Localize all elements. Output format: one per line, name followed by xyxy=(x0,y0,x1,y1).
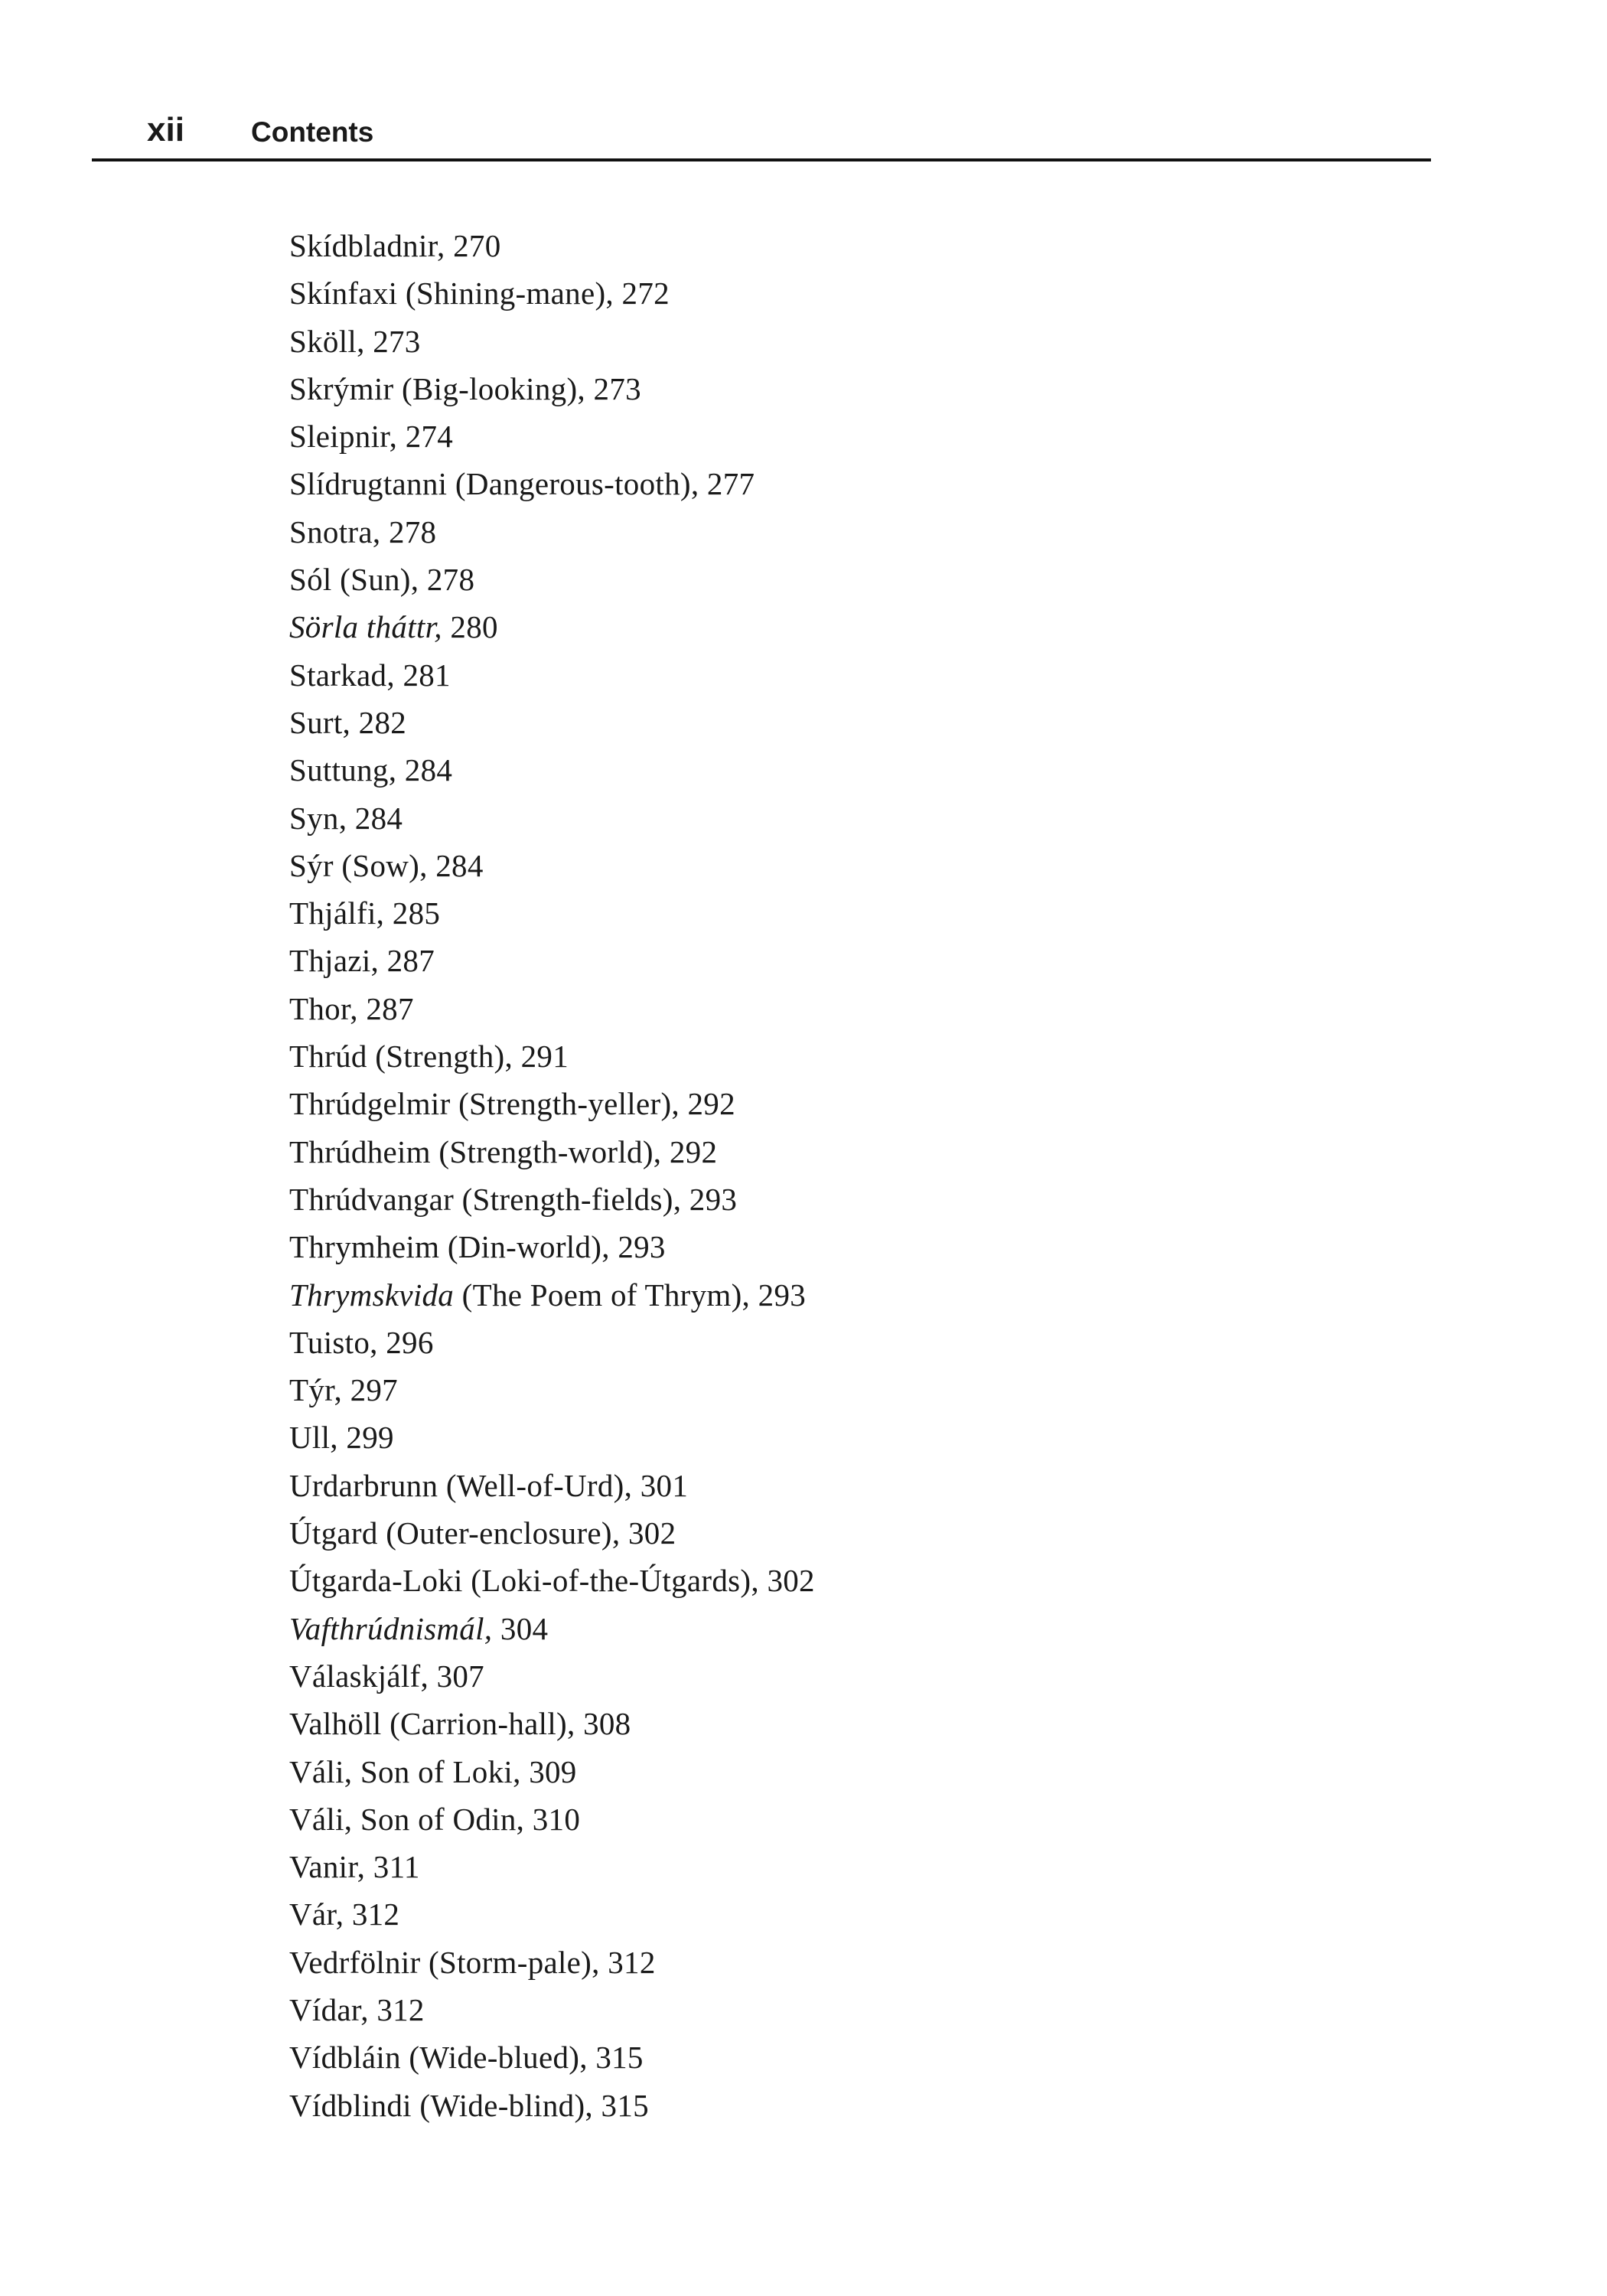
entry-title: Surt xyxy=(289,704,343,740)
entry-page-ref: , 284 xyxy=(388,752,453,788)
contents-entry xyxy=(289,1890,815,1938)
entry-title: Vídblindi (Wide-blind) xyxy=(289,2087,585,2123)
entry-title: Thjálfi xyxy=(289,895,376,931)
entry-page-ref: , 291 xyxy=(504,1039,569,1075)
contents-entry xyxy=(289,1700,815,1747)
contents-entry xyxy=(289,651,815,699)
entry-title: Sörla tháttr, xyxy=(289,609,442,645)
entry-title: Ull xyxy=(289,1420,331,1456)
entry-page-ref: , 312 xyxy=(360,1991,425,2027)
contents-entry xyxy=(289,842,815,889)
contents-entry xyxy=(289,222,815,269)
entry-page-ref: , 315 xyxy=(579,2040,644,2076)
entry-title: Skrýmir (Big-looking) xyxy=(289,370,578,406)
contents-entry xyxy=(289,1557,815,1604)
contents-entry xyxy=(289,1366,815,1414)
entry-page-ref: , 301 xyxy=(624,1467,689,1503)
entry-page-ref: (The Poem of Thrym), 293 xyxy=(454,1277,807,1313)
entry-title: Váli, Son of Loki xyxy=(289,1753,513,1789)
contents-entry xyxy=(289,556,815,603)
contents-entry xyxy=(289,1128,815,1176)
entry-title: Syn xyxy=(289,800,339,836)
entry-page-ref: , 284 xyxy=(338,800,403,836)
entry-title: Slídrugtanni (Dangerous-tooth) xyxy=(289,466,691,502)
entry-title: Vafthrúdnismál, xyxy=(289,1610,493,1646)
entry-page-ref: , 287 xyxy=(350,990,414,1026)
entry-page-ref: , 308 xyxy=(566,1706,631,1742)
entry-title: Váli, Son of Odin xyxy=(289,1801,517,1837)
entry-page-ref: , 272 xyxy=(605,276,670,311)
contents-entry xyxy=(289,1795,815,1843)
contents-entry xyxy=(289,1223,815,1270)
entry-page-ref: , 278 xyxy=(372,514,437,550)
entry-page-ref: , 270 xyxy=(437,228,501,263)
entry-title: Sýr (Sow) xyxy=(289,847,420,883)
contents-entry xyxy=(289,746,815,794)
entry-page-ref: , 285 xyxy=(376,895,441,931)
entry-title: Thrúdgelmir (Strength-yeller) xyxy=(289,1086,672,1122)
entry-title: Vedrfölnir (Storm-pale) xyxy=(289,1944,592,1980)
contents-entry xyxy=(289,1462,815,1509)
contents-entry xyxy=(289,699,815,746)
contents-entry xyxy=(289,603,815,651)
entry-title: Thjazi xyxy=(289,943,371,979)
entry-page-ref: , 296 xyxy=(370,1324,434,1360)
contents-entry xyxy=(289,318,815,365)
running-header xyxy=(92,107,1431,161)
entry-page-ref: , 312 xyxy=(592,1944,656,1980)
contents-entry xyxy=(289,2082,815,2129)
entry-title: Snotra xyxy=(289,514,373,550)
entry-page-ref: , 293 xyxy=(673,1181,738,1217)
contents-entry xyxy=(289,365,815,413)
contents-entry xyxy=(289,794,815,842)
entry-page-ref: , 287 xyxy=(370,943,435,979)
running-head-title: Contents xyxy=(251,116,374,148)
entry-title: Útgarda-Loki (Loki-of-the-Útgards) xyxy=(289,1563,751,1599)
contents-entry xyxy=(289,1032,815,1080)
contents-entry xyxy=(289,937,815,984)
entry-title: Vanir xyxy=(289,1849,357,1885)
entry-page-ref: , 273 xyxy=(357,323,421,359)
entry-title: Sleipnir xyxy=(289,419,390,455)
entry-title: Válaskjálf xyxy=(289,1658,421,1694)
entry-title: Útgard (Outer-enclosure) xyxy=(289,1515,612,1551)
contents-entry xyxy=(289,1080,815,1127)
entry-page-ref: , 312 xyxy=(335,1896,400,1932)
entry-page-ref: , 315 xyxy=(585,2087,649,2123)
entry-page-ref: , 281 xyxy=(386,657,451,693)
entry-title: Vídar xyxy=(289,1991,361,2027)
entry-page-ref: , 273 xyxy=(577,370,641,406)
entry-title: Tuisto xyxy=(289,1324,370,1360)
contents-entry xyxy=(289,508,815,556)
entry-title: Suttung xyxy=(289,752,389,788)
entry-title: Vár xyxy=(289,1896,336,1932)
contents-entry xyxy=(289,1652,815,1700)
entry-title: Týr xyxy=(289,1372,334,1408)
contents-list xyxy=(289,222,815,2129)
contents-entry xyxy=(289,1414,815,1461)
header-rule xyxy=(92,158,1431,161)
entry-page-ref: , 310 xyxy=(516,1801,581,1837)
entry-page-ref: , 311 xyxy=(357,1849,420,1885)
contents-entry xyxy=(289,1176,815,1223)
entry-title: Skídbladnir xyxy=(289,228,437,263)
entry-title: Sköll xyxy=(289,323,357,359)
contents-entry xyxy=(289,1748,815,1795)
entry-page-ref: , 307 xyxy=(420,1658,484,1694)
entry-title: Thrymskvida xyxy=(289,1277,455,1313)
entry-page-ref: , 282 xyxy=(342,704,407,740)
contents-entry xyxy=(289,413,815,460)
contents-entry xyxy=(289,2033,815,2081)
entry-title: Thrúdheim (Strength-world) xyxy=(289,1133,654,1169)
entry-page-ref: 304 xyxy=(492,1610,549,1646)
entry-page-ref: , 284 xyxy=(419,847,484,883)
entry-page-ref: , 299 xyxy=(330,1420,394,1456)
entry-page-ref: , 297 xyxy=(334,1372,398,1408)
entry-title: Starkad xyxy=(289,657,387,693)
entry-title: Thrúd (Strength) xyxy=(289,1039,505,1075)
entry-page-ref: , 278 xyxy=(410,562,475,598)
entry-page-ref: 280 xyxy=(442,609,498,645)
entry-page-ref: , 302 xyxy=(611,1515,676,1551)
contents-entry xyxy=(289,1986,815,2033)
entry-page-ref: , 292 xyxy=(653,1133,718,1169)
entry-title: Sól (Sun) xyxy=(289,562,411,598)
page-number: xii xyxy=(147,111,184,148)
entry-page-ref: , 277 xyxy=(690,466,755,502)
contents-entry xyxy=(289,1271,815,1319)
entry-title: Skínfaxi (Shining-mane) xyxy=(289,276,606,311)
contents-entry xyxy=(289,1843,815,1890)
contents-entry xyxy=(289,269,815,317)
contents-entry xyxy=(289,1605,815,1652)
contents-entry xyxy=(289,1939,815,1986)
entry-title: Urdarbrunn (Well-of-Urd) xyxy=(289,1467,624,1503)
entry-page-ref: , 309 xyxy=(513,1753,577,1789)
entry-title: Thor xyxy=(289,990,350,1026)
contents-entry xyxy=(289,1509,815,1557)
entry-page-ref: , 274 xyxy=(389,419,454,455)
entry-title: Vídbláin (Wide-blued) xyxy=(289,2040,580,2076)
entry-title: Valhöll (Carrion-hall) xyxy=(289,1706,567,1742)
contents-entry xyxy=(289,460,815,507)
entry-page-ref: , 292 xyxy=(671,1086,735,1122)
entry-page-ref: , 293 xyxy=(601,1229,666,1265)
contents-entry xyxy=(289,889,815,937)
contents-entry xyxy=(289,985,815,1032)
entry-page-ref: , 302 xyxy=(751,1563,815,1599)
entry-title: Thrúdvangar (Strength-fields) xyxy=(289,1181,673,1217)
entry-title: Thrymheim (Din-world) xyxy=(289,1229,602,1265)
contents-entry xyxy=(289,1319,815,1366)
